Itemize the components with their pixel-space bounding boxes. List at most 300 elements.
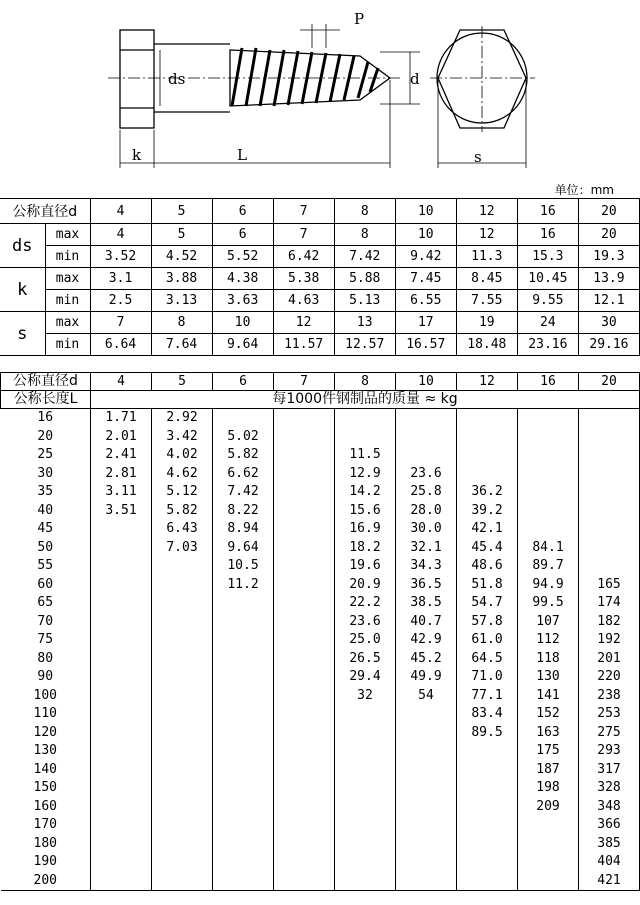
mass-cell: 36.2 — [457, 483, 518, 502]
mass-row — [1, 594, 640, 613]
limit-label: max — [45, 312, 90, 334]
dimension-value: 4.63 — [273, 290, 334, 312]
mass-row — [1, 631, 640, 650]
mass-cell — [335, 816, 396, 835]
length-cell: 110 — [1, 705, 91, 724]
mass-cell: 42.1 — [457, 520, 518, 539]
mass-cell — [274, 816, 335, 835]
dimension-value: 10 — [395, 224, 456, 246]
mass-cell: 51.8 — [457, 576, 518, 595]
dimension-value: 6.42 — [273, 246, 334, 268]
mass-row — [1, 409, 640, 428]
mass-cell: 2.81 — [91, 465, 152, 484]
mass-cell — [274, 742, 335, 761]
mass-cell — [335, 835, 396, 854]
mass-cell — [396, 409, 457, 428]
mass-cell: 293 — [579, 742, 640, 761]
diameter-cell: 5 — [151, 199, 212, 224]
length-cell: 45 — [1, 520, 91, 539]
mass-cell — [152, 650, 213, 669]
mass-cell — [579, 502, 640, 521]
length-cell: 150 — [1, 779, 91, 798]
dimension-row — [0, 246, 640, 268]
mass-cell — [152, 872, 213, 891]
mass-cell — [396, 853, 457, 872]
mass-cell — [518, 446, 579, 465]
mass-cell — [274, 428, 335, 447]
mass-cell — [91, 539, 152, 558]
length-cell: 50 — [1, 539, 91, 558]
mass-cell: 2.01 — [91, 428, 152, 447]
mass-cell: 18.2 — [335, 539, 396, 558]
pitch-label: P — [354, 10, 365, 28]
mass-cell — [457, 409, 518, 428]
mass-cell: 28.0 — [396, 502, 457, 521]
mass-cell: 209 — [518, 798, 579, 817]
dimension-value: 9.42 — [395, 246, 456, 268]
dimension-value: 17 — [395, 312, 456, 334]
screw-side-view — [108, 24, 420, 168]
mass-row — [1, 798, 640, 817]
mass-cell — [274, 520, 335, 539]
dimension-value: 2.5 — [90, 290, 151, 312]
mass-cell: 130 — [518, 668, 579, 687]
mass-cell — [457, 835, 518, 854]
mass-cell — [152, 668, 213, 687]
length-cell: 55 — [1, 557, 91, 576]
mass-cell — [213, 705, 274, 724]
dimension-name: ds — [0, 224, 45, 268]
mass-cell — [518, 483, 579, 502]
mass-cell: 34.3 — [396, 557, 457, 576]
mass-cell — [396, 446, 457, 465]
thread-diameter-label: d — [410, 70, 420, 88]
mass-cell: 163 — [518, 724, 579, 743]
mass-row — [1, 557, 640, 576]
mass-cell — [274, 502, 335, 521]
mass-cell: 39.2 — [457, 502, 518, 521]
mass-table — [0, 372, 640, 891]
mass-cell: 61.0 — [457, 631, 518, 650]
dimension-value: 7.64 — [151, 334, 212, 356]
mass-cell — [396, 872, 457, 891]
mass-cell — [152, 557, 213, 576]
length-cell: 160 — [1, 798, 91, 817]
mass-cell: 3.42 — [152, 428, 213, 447]
mass-cell: 23.6 — [396, 465, 457, 484]
mass-cell — [396, 761, 457, 780]
mass-cell: 32.1 — [396, 539, 457, 558]
mass-cell — [579, 465, 640, 484]
mass-cell: 11.5 — [335, 446, 396, 465]
mass-cell: 317 — [579, 761, 640, 780]
dimension-value: 18.48 — [456, 334, 517, 356]
dimension-value: 7.45 — [395, 268, 456, 290]
mass-cell — [152, 761, 213, 780]
mass-cell — [152, 779, 213, 798]
mass-caption: 每1000件钢制品的质量 ≈ kg — [91, 391, 640, 409]
mass-row — [1, 761, 640, 780]
diameter-cell: 4 — [91, 373, 152, 391]
diameter-cell: 7 — [274, 373, 335, 391]
mass-cell: 4.02 — [152, 446, 213, 465]
dimension-name: s — [0, 312, 45, 356]
mass-cell — [91, 687, 152, 706]
mass-cell — [518, 409, 579, 428]
mass-cell: 3.51 — [91, 502, 152, 521]
dimension-value: 9.64 — [212, 334, 273, 356]
dimension-value: 16.57 — [395, 334, 456, 356]
dimension-value: 3.1 — [90, 268, 151, 290]
length-cell: 170 — [1, 816, 91, 835]
mass-cell — [274, 687, 335, 706]
mass-cell — [91, 742, 152, 761]
dimension-value: 11.57 — [273, 334, 334, 356]
nominal-length-label: 公称长度L — [1, 391, 91, 409]
mass-cell: 20.9 — [335, 576, 396, 595]
mass-cell: 54.7 — [457, 594, 518, 613]
mass-cell — [579, 520, 640, 539]
mass-cell: 107 — [518, 613, 579, 632]
mass-cell — [274, 483, 335, 502]
dimension-value: 7.55 — [456, 290, 517, 312]
mass-row — [1, 724, 640, 743]
mass-cell — [152, 613, 213, 632]
mass-cell — [213, 668, 274, 687]
mass-cell: 7.03 — [152, 539, 213, 558]
mass-cell — [396, 835, 457, 854]
nominal-diameter-label: 公称直径d — [1, 373, 91, 391]
mass-cell — [152, 631, 213, 650]
length-cell: 25 — [1, 446, 91, 465]
hex-head-end-view — [430, 26, 535, 168]
mass-cell — [213, 779, 274, 798]
mass-row — [1, 835, 640, 854]
mass-cell: 19.6 — [335, 557, 396, 576]
mass-cell: 198 — [518, 779, 579, 798]
mass-cell: 174 — [579, 594, 640, 613]
dimension-value: 5.13 — [334, 290, 395, 312]
dimension-value: 23.16 — [517, 334, 578, 356]
dimension-value: 3.63 — [212, 290, 273, 312]
diameter-cell: 5 — [152, 373, 213, 391]
length-cell: 16 — [1, 409, 91, 428]
dimension-value: 6 — [212, 224, 273, 246]
mass-cell: 16.9 — [335, 520, 396, 539]
mass-cell: 1.71 — [91, 409, 152, 428]
mass-cell: 32 — [335, 687, 396, 706]
mass-cell — [579, 446, 640, 465]
diameter-cell: 20 — [578, 199, 639, 224]
mass-cell — [335, 872, 396, 891]
mass-cell — [213, 853, 274, 872]
mass-cell — [91, 520, 152, 539]
mass-cell — [518, 465, 579, 484]
mass-cell — [213, 613, 274, 632]
dimension-value: 15.3 — [517, 246, 578, 268]
mass-cell: 275 — [579, 724, 640, 743]
dimension-value: 3.88 — [151, 268, 212, 290]
mass-cell — [335, 409, 396, 428]
mass-cell — [335, 724, 396, 743]
dimension-value: 5.88 — [334, 268, 395, 290]
mass-cell — [152, 816, 213, 835]
dimension-value: 24 — [517, 312, 578, 334]
mass-cell — [213, 835, 274, 854]
mass-cell — [518, 520, 579, 539]
mass-cell — [152, 705, 213, 724]
mass-cell — [396, 779, 457, 798]
mass-row — [1, 705, 640, 724]
mass-cell: 421 — [579, 872, 640, 891]
mass-cell — [91, 705, 152, 724]
dimension-value: 7.42 — [334, 246, 395, 268]
mass-cell — [579, 409, 640, 428]
mass-row — [1, 428, 640, 447]
dimension-value: 4 — [90, 224, 151, 246]
mass-cell — [274, 668, 335, 687]
diameter-cell: 12 — [457, 373, 518, 391]
dimension-value: 5.38 — [273, 268, 334, 290]
length-cell: 35 — [1, 483, 91, 502]
dimension-value: 10.45 — [517, 268, 578, 290]
mass-cell — [518, 502, 579, 521]
dimension-value: 12 — [273, 312, 334, 334]
mass-cell — [152, 724, 213, 743]
mass-header-row — [1, 373, 640, 391]
mass-cell — [274, 557, 335, 576]
dimension-row — [0, 224, 640, 246]
mass-cell — [274, 539, 335, 558]
dimension-value: 6.55 — [395, 290, 456, 312]
mass-cell: 3.11 — [91, 483, 152, 502]
mass-cell — [457, 465, 518, 484]
mass-cell — [274, 409, 335, 428]
mass-cell — [457, 428, 518, 447]
diameter-cell: 16 — [518, 373, 579, 391]
mass-cell: 64.5 — [457, 650, 518, 669]
mass-row — [1, 613, 640, 632]
diameter-cell: 7 — [273, 199, 334, 224]
limit-label: max — [45, 224, 90, 246]
diameter-cell: 4 — [90, 199, 151, 224]
mass-cell: 71.0 — [457, 668, 518, 687]
mass-row — [1, 446, 640, 465]
dimension-value: 3.52 — [90, 246, 151, 268]
mass-cell: 26.5 — [335, 650, 396, 669]
mass-cell: 5.82 — [213, 446, 274, 465]
mass-cell — [91, 724, 152, 743]
mass-cell: 84.1 — [518, 539, 579, 558]
length-cell: 30 — [1, 465, 91, 484]
mass-cell: 182 — [579, 613, 640, 632]
mass-row — [1, 483, 640, 502]
mass-cell — [274, 853, 335, 872]
mass-cell — [457, 853, 518, 872]
mass-cell: 12.9 — [335, 465, 396, 484]
mass-row — [1, 853, 640, 872]
mass-cell: 238 — [579, 687, 640, 706]
dimension-row — [0, 290, 640, 312]
dimension-value: 4.52 — [151, 246, 212, 268]
mass-cell: 187 — [518, 761, 579, 780]
mass-cell: 118 — [518, 650, 579, 669]
mass-cell: 253 — [579, 705, 640, 724]
mass-cell — [213, 761, 274, 780]
mass-cell — [152, 594, 213, 613]
mass-cell — [457, 446, 518, 465]
dimension-value: 13 — [334, 312, 395, 334]
mass-cell — [335, 853, 396, 872]
length-cell: 90 — [1, 668, 91, 687]
mass-cell: 348 — [579, 798, 640, 817]
mass-cell — [274, 779, 335, 798]
limit-label: min — [45, 334, 90, 356]
length-cell: 180 — [1, 835, 91, 854]
mass-cell — [152, 742, 213, 761]
length-cell: 140 — [1, 761, 91, 780]
dimension-value: 7 — [90, 312, 151, 334]
length-cell: 75 — [1, 631, 91, 650]
diameter-cell: 8 — [334, 199, 395, 224]
length-cell: 40 — [1, 502, 91, 521]
mass-row — [1, 539, 640, 558]
mass-cell — [91, 798, 152, 817]
mass-cell: 5.02 — [213, 428, 274, 447]
mass-cell — [579, 483, 640, 502]
length-cell: 200 — [1, 872, 91, 891]
mass-cell: 38.5 — [396, 594, 457, 613]
mass-cell: 15.6 — [335, 502, 396, 521]
mass-row — [1, 742, 640, 761]
diameter-cell: 10 — [396, 373, 457, 391]
mass-cell — [152, 853, 213, 872]
mass-cell — [91, 613, 152, 632]
mass-cell — [91, 631, 152, 650]
mass-cell — [152, 835, 213, 854]
mass-cell — [274, 576, 335, 595]
dimension-value: 9.55 — [517, 290, 578, 312]
mass-cell: 4.62 — [152, 465, 213, 484]
header-row — [0, 199, 640, 224]
length-cell: 120 — [1, 724, 91, 743]
dimension-row — [0, 268, 640, 290]
dimension-value: 12.1 — [578, 290, 639, 312]
unit-label: 单位：mm — [554, 183, 614, 197]
length-cell: 190 — [1, 853, 91, 872]
mass-cell: 6.43 — [152, 520, 213, 539]
mass-cell — [213, 687, 274, 706]
diameter-cell: 10 — [395, 199, 456, 224]
mass-cell — [274, 705, 335, 724]
dimension-value: 11.3 — [456, 246, 517, 268]
mass-cell — [335, 779, 396, 798]
mass-row — [1, 779, 640, 798]
mass-cell — [457, 798, 518, 817]
mass-cell — [579, 557, 640, 576]
dimension-value: 6.64 — [90, 334, 151, 356]
mass-cell — [91, 576, 152, 595]
mass-cell — [579, 428, 640, 447]
hex-lag-screw-drawing — [0, 0, 640, 180]
mass-cell: 45.4 — [457, 539, 518, 558]
dimension-value: 16 — [517, 224, 578, 246]
mass-cell — [274, 798, 335, 817]
mass-cell — [335, 761, 396, 780]
mass-row — [1, 465, 640, 484]
mass-cell: 49.9 — [396, 668, 457, 687]
mass-cell: 36.5 — [396, 576, 457, 595]
mass-row — [1, 576, 640, 595]
mass-cell: 6.62 — [213, 465, 274, 484]
dimension-value: 30 — [578, 312, 639, 334]
mass-cell — [396, 742, 457, 761]
mass-cell: 2.92 — [152, 409, 213, 428]
mass-cell — [457, 761, 518, 780]
mass-cell — [335, 428, 396, 447]
mass-cell — [91, 650, 152, 669]
mass-cell: 23.6 — [335, 613, 396, 632]
mass-cell: 2.41 — [91, 446, 152, 465]
mass-row — [1, 872, 640, 891]
dimension-value: 19.3 — [578, 246, 639, 268]
dimension-value: 29.16 — [578, 334, 639, 356]
diameter-cell: 6 — [213, 373, 274, 391]
mass-row — [1, 687, 640, 706]
mass-cell: 11.2 — [213, 576, 274, 595]
mass-cell: 99.5 — [518, 594, 579, 613]
mass-cell — [91, 835, 152, 854]
dimension-value: 8 — [151, 312, 212, 334]
mass-cell — [274, 631, 335, 650]
dimension-value: 8 — [334, 224, 395, 246]
dimension-value: 19 — [456, 312, 517, 334]
mass-cell: 404 — [579, 853, 640, 872]
mass-cell: 141 — [518, 687, 579, 706]
mass-cell: 7.42 — [213, 483, 274, 502]
mass-cell — [91, 668, 152, 687]
mass-cell — [274, 724, 335, 743]
head-height-label: k — [132, 146, 142, 164]
dimension-value: 10 — [212, 312, 273, 334]
mass-cell — [91, 594, 152, 613]
length-label: L — [237, 146, 247, 164]
mass-row — [1, 816, 640, 835]
diameter-cell: 6 — [212, 199, 273, 224]
mass-cell — [91, 816, 152, 835]
length-cell: 60 — [1, 576, 91, 595]
mass-cell — [579, 539, 640, 558]
mass-cell: 30.0 — [396, 520, 457, 539]
dimension-value: 12 — [456, 224, 517, 246]
mass-cell — [213, 631, 274, 650]
mass-cell: 175 — [518, 742, 579, 761]
length-cell: 70 — [1, 613, 91, 632]
dimension-value: 5.52 — [212, 246, 273, 268]
length-cell: 80 — [1, 650, 91, 669]
mass-cell: 48.6 — [457, 557, 518, 576]
mass-cell: 328 — [579, 779, 640, 798]
mass-cell — [274, 446, 335, 465]
mass-cell — [335, 798, 396, 817]
mass-cell: 5.82 — [152, 502, 213, 521]
mass-cell — [335, 742, 396, 761]
dimension-row — [0, 312, 640, 334]
mass-cell: 385 — [579, 835, 640, 854]
mass-cell — [152, 687, 213, 706]
dimension-value: 4.38 — [212, 268, 273, 290]
mass-cell — [91, 557, 152, 576]
